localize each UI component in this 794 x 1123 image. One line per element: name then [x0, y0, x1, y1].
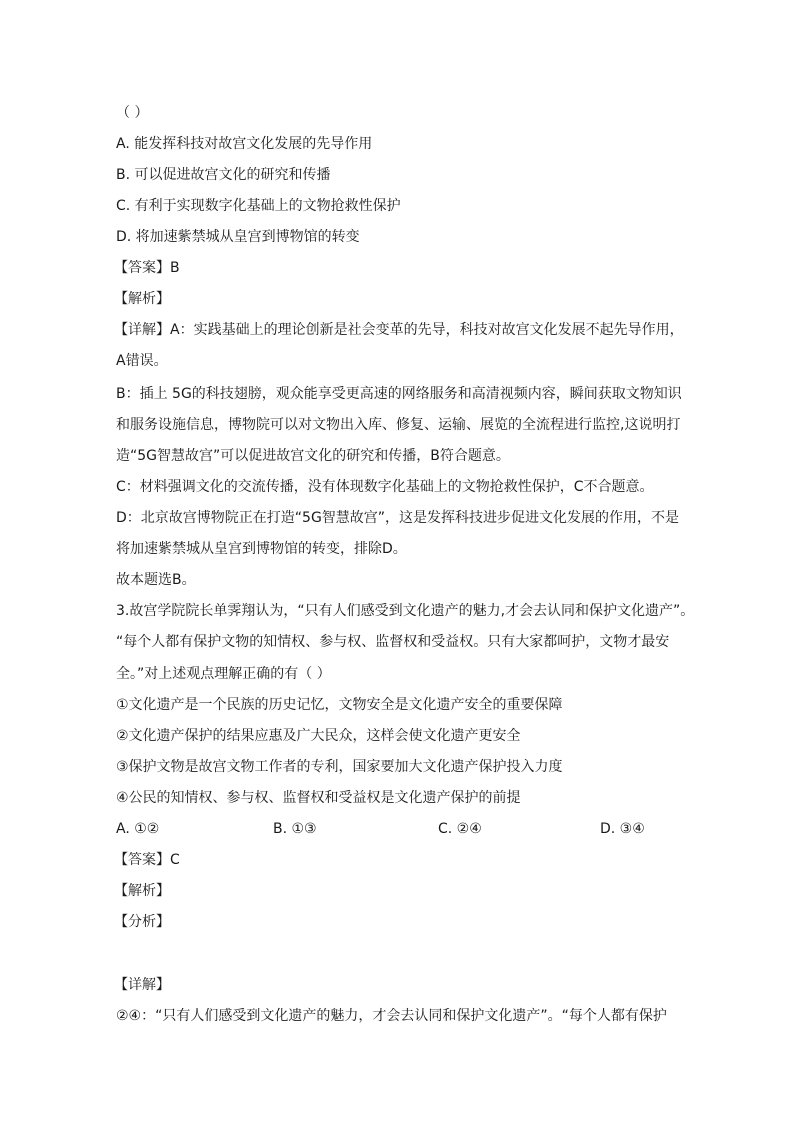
q2-detail-line-8: 将加速紫禁城从皇宫到博物馆的转变，排除D。 — [116, 541, 407, 557]
q3-stem-line-2: “每个人都有保护文物的知情权、参与权、监督权和受益权。只有大家都呵护，文物才最安 — [116, 634, 670, 650]
q2-detail-line-2: A错误。 — [116, 353, 168, 369]
q3-stem-line-1: 3.故宫学院院长单霁翔认为，“只有人们感受到文化遗产的魅力,才会去认同和保护文化遗产”。 — [116, 603, 695, 619]
q2-analysis-heading: 【解析】 — [114, 291, 170, 307]
q2-option-a: A. 能发挥科技对故宫文化发展的先导作用 — [116, 136, 373, 152]
q3-fenxi-heading: 【分析】 — [114, 914, 170, 930]
q3-choice-b: B. ①③ — [273, 821, 317, 837]
q3-statement-3: ③保护文物是故宫文物工作者的专利，国家要加大文化遗产保护投入力度 — [116, 759, 563, 775]
q2-conclusion: 故本题选B。 — [116, 572, 196, 588]
q2-detail-line-1: 【详解】A：实践基础上的理论创新是社会变革的先导，科技对故宫文化发展不起先导作用， — [114, 322, 684, 338]
q3-statement-1: ①文化遗产是一个民族的历史记忆，文物安全是文化遗产安全的重要保障 — [116, 697, 563, 713]
q3-choice-c: C. ②④ — [438, 821, 482, 837]
q2-detail-line-3: B：插上 5G的科技翅膀，观众能享受更高速的网络服务和高清视频内容，瞬间获取文物知识 — [116, 386, 682, 402]
q3-statement-2: ②文化遗产保护的结果应惠及广大民众，这样会使文化遗产更安全 — [116, 728, 521, 744]
q2-detail-line-5: 造“5G智慧故宫”可以促进故宫文化的研究和传播，B符合题意。 — [116, 448, 510, 464]
q3-stem-line-3: 全。”对上述观点理解正确的有（ ） — [116, 666, 331, 682]
q2-detail-line-6: C：材料强调文化的交流传播，没有体现数字化基础上的文物抢救性保护，C不合题意。 — [116, 479, 654, 495]
q2-option-c: C. 有利于实现数字化基础上的文物抢救性保护 — [116, 198, 401, 214]
q3-statement-4: ④公民的知情权、参与权、监督权和受益权是文化遗产保护的前提 — [116, 790, 521, 806]
q2-answer: 【答案】B — [114, 260, 180, 276]
q3-choice-a: A. ①② — [116, 821, 160, 837]
q3-choice-d: D. ③④ — [600, 821, 645, 837]
q2-detail-line-4: 和服务设施信息，博物院可以对文物出入库、修复、运输、展览的全流程进行监控,这说明打 — [116, 417, 681, 433]
q2-stem-tail: （ ） — [116, 105, 149, 121]
q2-option-d: D. 将加速紫禁城从皇宫到博物馆的转变 — [116, 229, 360, 245]
q2-detail-line-7: D：北京故宫博物院正在打造“5G智慧故宫”，这是发挥科技进步促进文化发展的作用，不是 — [116, 510, 680, 526]
q3-analysis-heading: 【解析】 — [114, 883, 170, 899]
q3-detail-line-1: ②④：“只有人们感受到文化遗产的魅力，才会去认同和保护文化遗产”。“每个人都有保护 — [116, 1008, 667, 1024]
q3-detail-heading: 【详解】 — [114, 977, 170, 993]
q2-option-b: B. 可以促进故宫文化的研究和传播 — [116, 167, 331, 183]
q3-answer: 【答案】C — [114, 852, 180, 868]
